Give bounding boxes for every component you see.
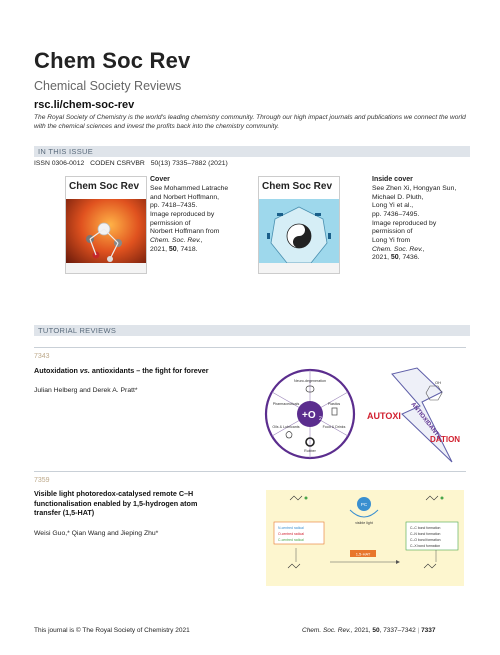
article-title[interactable] bbox=[34, 489, 254, 518]
caption-line: pp. 7436–7495. bbox=[372, 211, 420, 219]
caption-journal: Chem. Soc. Rev., bbox=[150, 237, 203, 245]
article-authors: Julian Helberg and Derek A. Pratt* bbox=[34, 387, 138, 394]
autoxidation-toc-graphic bbox=[262, 362, 468, 466]
footer-citation bbox=[302, 627, 436, 634]
issn-line bbox=[34, 160, 232, 167]
caption-line: See Zhen Xi, Hongyan Sun, bbox=[372, 184, 457, 192]
oh-label: OH bbox=[435, 380, 441, 385]
bond-cx: C–X bond formation bbox=[410, 544, 441, 548]
inside-cover-image[interactable] bbox=[258, 176, 340, 274]
coden: CODEN CSRVBR bbox=[90, 160, 145, 167]
footer-year: 2021, bbox=[352, 627, 373, 634]
radical-o: O-centred radical bbox=[278, 532, 305, 536]
caption-page: , 7436. bbox=[398, 254, 420, 262]
caption-year: 2021, bbox=[372, 254, 390, 262]
bond-cn: C–N bond formation bbox=[410, 532, 441, 536]
in-this-issue-header: IN THIS ISSUE bbox=[34, 146, 470, 157]
article-page-number: 7343 bbox=[34, 353, 50, 360]
photoredox-toc-graphic bbox=[266, 490, 464, 586]
segment-pharmaceuticals: Pharmaceuticals bbox=[272, 402, 300, 406]
caption-volume: 50 bbox=[168, 245, 177, 253]
footer-separator: | bbox=[417, 627, 420, 634]
journal-title: Chem Soc Rev bbox=[34, 48, 191, 73]
front-cover-label: Cover bbox=[150, 176, 170, 183]
caption-line: Norbert Hoffmann from bbox=[150, 228, 220, 236]
inside-cover-label: Inside cover bbox=[372, 176, 413, 183]
article-title[interactable] bbox=[34, 366, 209, 376]
radical-n: N-centred radical bbox=[278, 526, 304, 530]
footer-journal: Chem. Soc. Rev., bbox=[302, 627, 353, 634]
issn: ISSN 0306-0012 bbox=[34, 160, 85, 167]
bond-co: C–O bond formation bbox=[410, 538, 441, 542]
footer-pages: , 7337–7342 bbox=[379, 627, 416, 634]
front-cover-artwork bbox=[66, 199, 146, 273]
caption-line: Image reproduced by bbox=[150, 211, 215, 219]
segment-oils: Oils & Lubricants bbox=[272, 425, 300, 429]
bond-cc: C–C bond formation bbox=[410, 526, 441, 530]
title-line: transfer (1,5-HAT) bbox=[34, 508, 95, 518]
o2-label: +O bbox=[302, 410, 316, 421]
caption-line: Long Yi et al., bbox=[372, 202, 414, 210]
caption-line: Michael D. Pluth, bbox=[372, 193, 424, 201]
cover-masthead: Chem Soc Rev bbox=[66, 177, 146, 199]
title-part: antioxidants – the fight for forever bbox=[89, 366, 209, 375]
hat-label: 1,5-HAT bbox=[355, 551, 371, 557]
segment-rubber: Rubber bbox=[304, 449, 316, 453]
caption-line: pp. 7418–7435. bbox=[150, 202, 198, 210]
segment-neurodegeneration: Neuro-degeneration bbox=[294, 379, 326, 383]
pc-label: PC bbox=[360, 502, 368, 507]
article-divider bbox=[34, 471, 466, 472]
volume-pages: 50(13) 7335–7882 (2021) bbox=[150, 160, 228, 167]
caption-line: Long Yi from bbox=[372, 237, 411, 245]
radical-c: C-centred radical bbox=[278, 538, 304, 542]
footer-page-number: 7337 bbox=[421, 627, 436, 634]
front-cover-image[interactable] bbox=[65, 176, 147, 274]
segment-plastics: Plastics bbox=[327, 402, 341, 406]
title-part: Autoxidation bbox=[34, 366, 80, 375]
segment-food-drinks: Food & Drinks bbox=[322, 425, 346, 429]
o2-subscript: 2 bbox=[319, 416, 322, 422]
title-part-italic: vs. bbox=[79, 366, 90, 375]
tutorial-reviews-header: TUTORIAL REVIEWS bbox=[34, 325, 470, 336]
article-page-number: 7359 bbox=[34, 477, 50, 484]
visible-light-label: visible light bbox=[355, 521, 373, 525]
inside-cover-caption bbox=[372, 176, 456, 263]
caption-page: , 7418. bbox=[176, 245, 198, 253]
caption-line: Image reproduced by bbox=[372, 219, 437, 227]
caption-year: 2021, bbox=[150, 245, 168, 253]
word-autoxi: AUTOXI bbox=[367, 411, 401, 421]
inside-cover-artwork bbox=[259, 199, 339, 273]
cover-masthead: Chem Soc Rev bbox=[259, 177, 339, 199]
front-cover-caption bbox=[150, 176, 228, 255]
footer-copyright: This journal is © The Royal Society of Chemistry 2021 bbox=[34, 627, 190, 634]
caption-line: permission of bbox=[150, 219, 191, 227]
footer-volume: 50 bbox=[372, 627, 380, 634]
word-antioxidants: ANTIOXIDANTS bbox=[409, 401, 442, 441]
caption-line: See Mohammed Latrache bbox=[150, 184, 229, 192]
title-line: Visible light photoredox-catalysed remote C–H bbox=[34, 489, 194, 498]
caption-journal: Chem. Soc. Rev., bbox=[372, 245, 425, 253]
journal-description: The Royal Society of Chemistry is the world's leading chemistry community. Through our high impact journals and publications we connect the world with the chemical sciences and invest the profits back into the chemistry community. bbox=[34, 114, 466, 130]
caption-volume: 50 bbox=[390, 254, 399, 262]
journal-subtitle: Chemical Society Reviews bbox=[34, 79, 182, 93]
section-divider bbox=[34, 347, 466, 348]
title-line: functionalisation enabled by 1,5-hydrogen atom bbox=[34, 498, 198, 508]
word-dation: DATION bbox=[430, 435, 461, 444]
caption-line: permission of bbox=[372, 228, 413, 236]
journal-url-link[interactable]: rsc.li/chem-soc-rev bbox=[34, 99, 135, 111]
article-authors: Weisi Guo,* Qian Wang and Jieping Zhu* bbox=[34, 530, 159, 537]
caption-line: and Norbert Hoffmann, bbox=[150, 193, 220, 201]
